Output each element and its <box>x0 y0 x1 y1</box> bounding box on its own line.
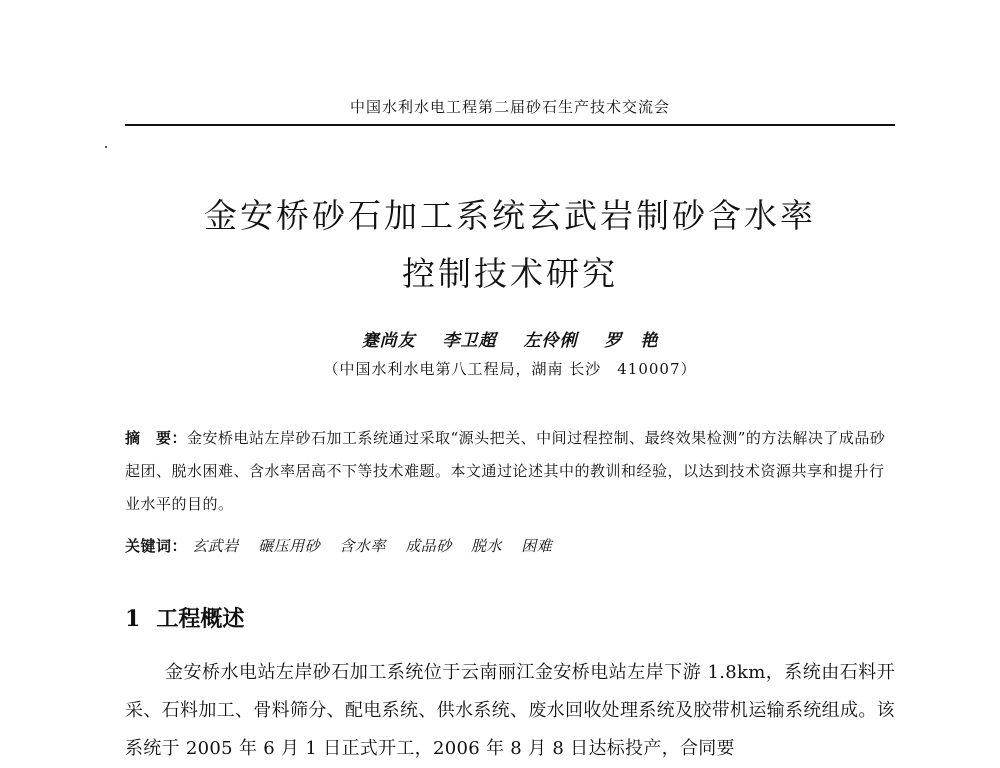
abstract-text: 金安桥电站左岸砂石加工系统通过采取“源头把关、中间过程控制、最终效果检测”的方法解决了成品砂起团、脱水困难、含水率居高不下等技术难题。本文通过论述其中的教训和经验，以达到技术资源共享和提升行业水平的目的。 <box>125 429 886 513</box>
paper-title-line1: 金安桥砂石加工系统玄武岩制砂含水率 <box>204 196 816 235</box>
section-heading <box>125 602 895 633</box>
section-title: 工程概述 <box>156 606 245 632</box>
keyword: 玄武岩 <box>192 537 239 555</box>
keywords <box>125 535 895 556</box>
author: 李卫超 <box>442 331 497 351</box>
author: 左伶俐 <box>523 331 578 351</box>
paper-title-line2: 控制技术研究 <box>402 254 618 293</box>
body-paragraph: 金安桥水电站左岸砂石加工系统位于云南丽江金安桥电站左岸下游 1.8km，系统由石料开采、石料加工、骨料筛分、配电系统、供水系统、废水回收处理系统及胶带机运输系统组成。该系统于 2005 年 6 月 1 日正式开工，2006 年 8 月 8 日达标投产，合同要 <box>125 662 895 759</box>
keywords-label: 关键词： <box>125 537 188 555</box>
keyword: 碾压用砂 <box>258 537 321 555</box>
section-number: 1 <box>125 606 141 632</box>
keyword: 含水率 <box>339 537 386 555</box>
author: 罗 艳 <box>604 331 659 351</box>
keyword: 成品砂 <box>405 537 452 555</box>
author-list <box>200 326 820 351</box>
abstract <box>125 422 895 521</box>
keyword: 脱水 <box>470 537 502 555</box>
running-header: 中国水利水电工程第二届砂石生产技术交流会 <box>349 98 670 116</box>
author: 蹇尚友 <box>361 331 416 351</box>
scan-speck <box>105 146 107 148</box>
keyword: 困难 <box>521 537 553 555</box>
affiliation: （中国水利水电第八工程局，湖南 长沙 410007） <box>323 360 697 378</box>
abstract-label: 摘 要： <box>125 429 188 447</box>
header-rule <box>125 124 895 126</box>
